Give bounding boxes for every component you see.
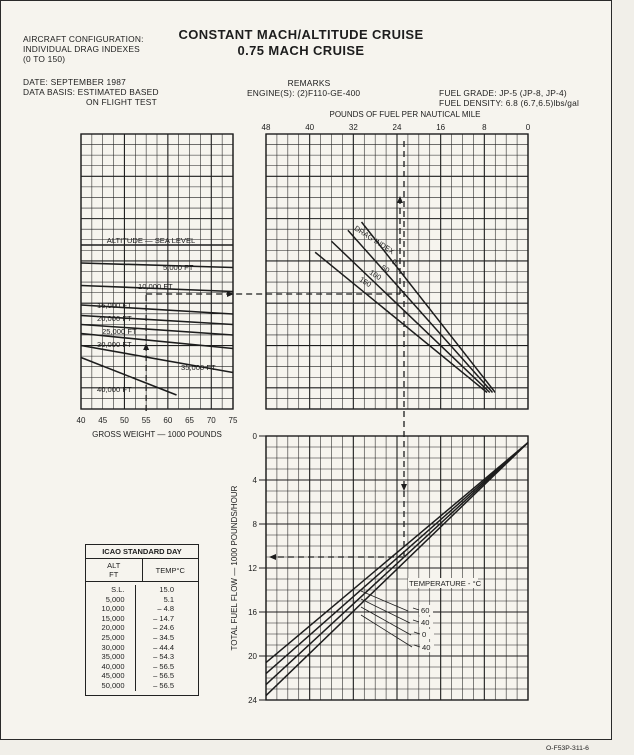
temperature-leader <box>413 620 419 622</box>
altitude-label: 15,000 FT <box>97 301 132 310</box>
engines-text: ENGINE(S): (2)F110-GE-400 <box>247 88 361 98</box>
isa-temp-cell: – 34.5 <box>153 632 174 642</box>
isa-alt-cell: 15,000 <box>86 614 136 624</box>
example-arrow <box>143 343 149 350</box>
data-basis-text: DATA BASIS: ESTIMATED BASED <box>23 87 159 97</box>
top-tick-label: 16 <box>436 123 446 132</box>
x-tick-label: 75 <box>228 416 238 425</box>
top-tick-label: 48 <box>261 123 271 132</box>
figure-id: O-F53P-311-6 <box>546 745 589 752</box>
x-tick-label: 65 <box>185 416 195 425</box>
data-basis-text-2: ON FLIGHT TEST <box>86 97 157 107</box>
example-arrow <box>401 484 407 491</box>
isa-col-alt: ALT FT <box>86 559 143 581</box>
isa-table-row <box>86 643 198 653</box>
isa-temp-cell: – 14.7 <box>153 613 174 623</box>
isa-col-temp: TEMP°C <box>155 565 185 575</box>
y-tick-label: 12 <box>248 564 257 573</box>
altitude-label: ALTITUDE — SEA LEVEL <box>106 236 196 245</box>
drag-index-label: 0 <box>390 257 399 267</box>
isa-temp-cell: – 56.5 <box>153 671 174 681</box>
isa-table-row <box>86 604 198 614</box>
isa-alt-cell: 40,000 <box>86 662 136 672</box>
altitude-label: 40,000 FT <box>97 385 132 394</box>
x-tick-label: 60 <box>163 416 173 425</box>
isa-temp-cell: – 56.5 <box>153 680 174 690</box>
isa-temp-cell: – 54.3 <box>153 652 174 662</box>
drag-index-title: DRAG INDEX <box>352 223 397 257</box>
y-tick-label: 4 <box>252 476 257 485</box>
x-tick-label: 70 <box>206 416 216 425</box>
altitude-label: 35,000 FT <box>181 363 216 372</box>
isa-alt-cell: 10,000 <box>86 604 136 614</box>
isa-table-title: ICAO STANDARD DAY <box>86 545 198 559</box>
chart-subtitle: 0.75 MACH CRUISE <box>237 43 365 58</box>
isa-table <box>85 544 199 696</box>
isa-temp-cell: 15.0 <box>159 585 174 594</box>
isa-table-row <box>86 681 198 691</box>
altitude-label: 5,000 FT <box>163 263 194 272</box>
chart-title: CONSTANT MACH/ALTITUDE CRUISE <box>178 27 424 42</box>
temperature-label: 40 <box>421 618 430 627</box>
x-axis-label: GROSS WEIGHT — 1000 POUNDS <box>92 430 222 439</box>
x-tick-label: 40 <box>76 416 86 425</box>
isa-alt-cell: 30,000 <box>86 643 136 653</box>
y-tick-label: 8 <box>252 520 257 529</box>
temperature-title: TEMPERATURE - °C <box>409 579 482 588</box>
example-arrow <box>397 196 403 203</box>
temperature-leader <box>413 608 419 610</box>
y-tick-label: 16 <box>248 608 257 617</box>
x-tick-label: 45 <box>98 416 108 425</box>
temperature-label: 60 <box>421 606 430 615</box>
isa-alt-cell: 45,000 <box>86 671 136 681</box>
drag-index-line <box>348 230 493 392</box>
drag-index-label: 100 <box>367 267 383 283</box>
y-tick-label: 20 <box>248 652 257 661</box>
fuel-grade-text: FUEL GRADE: JP-5 (JP-8, JP-4) <box>439 88 567 98</box>
top-tick-label: 40 <box>305 123 315 132</box>
top-tick-label: 8 <box>482 123 487 132</box>
top-tick-label: 0 <box>525 123 531 132</box>
isa-alt-cell: 50,000 <box>86 681 136 691</box>
y-tick-label: 0 <box>252 432 257 441</box>
altitude-label: 10,000 FT <box>138 282 173 291</box>
isa-temp-cell: – 44.4 <box>153 642 174 652</box>
isa-alt-cell: 20,000 <box>86 623 136 633</box>
date-text: DATE: SEPTEMBER 1987 <box>23 77 126 87</box>
isa-temp-cell: – 24.6 <box>153 623 174 633</box>
isa-table-row <box>86 652 198 662</box>
isa-table-header <box>86 559 198 582</box>
isa-table-row <box>86 633 198 643</box>
isa-table-body <box>86 582 198 695</box>
top-axis-title: POUNDS OF FUEL PER NAUTICAL MILE <box>329 110 481 119</box>
isa-alt-cell: 25,000 <box>86 633 136 643</box>
isa-temp-cell: 5.1 <box>163 594 174 604</box>
isa-table-row <box>86 595 198 605</box>
temperature-label: 40 <box>422 643 431 652</box>
drag-index-label: 50 <box>379 262 392 275</box>
y-axis-label: TOTAL FUEL FLOW — 1000 POUNDS/HOUR <box>230 485 239 651</box>
config-line-1: AIRCRAFT CONFIGURATION: <box>23 34 144 44</box>
altitude-label: 25,000 FT <box>102 327 137 336</box>
example-arrow <box>269 554 276 560</box>
config-line-2: INDIVIDUAL DRAG INDEXES <box>23 44 140 54</box>
isa-alt-cell: 35,000 <box>86 652 136 662</box>
y-tick-label: 24 <box>248 696 257 705</box>
temperature-label: 0 <box>422 630 427 639</box>
isa-table-row <box>86 585 198 595</box>
altitude-label: 30,000 FT <box>97 340 132 349</box>
x-tick-label: 50 <box>119 416 129 425</box>
altitude-label: 20,000 FT <box>97 314 132 323</box>
drag-index-line <box>332 241 490 392</box>
remarks-title: REMARKS <box>287 78 331 88</box>
isa-table-row <box>86 614 198 624</box>
x-tick-label: 55 <box>141 416 151 425</box>
isa-table-row <box>86 671 198 681</box>
drag-panel-grid <box>266 134 528 409</box>
drag-index-label: 150 <box>357 274 373 290</box>
isa-alt-cell: 5,000 <box>86 595 136 605</box>
config-line-3: (0 TO 150) <box>23 54 66 64</box>
isa-table-row <box>86 623 198 633</box>
fuel-density-text: FUEL DENSITY: 6.8 (6.7,6.5)lbs/gal <box>439 98 580 108</box>
isa-temp-cell: – 56.5 <box>153 661 174 671</box>
isa-alt-cell: S.L. <box>86 585 136 595</box>
top-tick-label: 24 <box>392 123 402 132</box>
isa-table-row <box>86 662 198 672</box>
top-tick-label: 32 <box>348 123 358 132</box>
isa-temp-cell: – 4.8 <box>157 604 174 614</box>
